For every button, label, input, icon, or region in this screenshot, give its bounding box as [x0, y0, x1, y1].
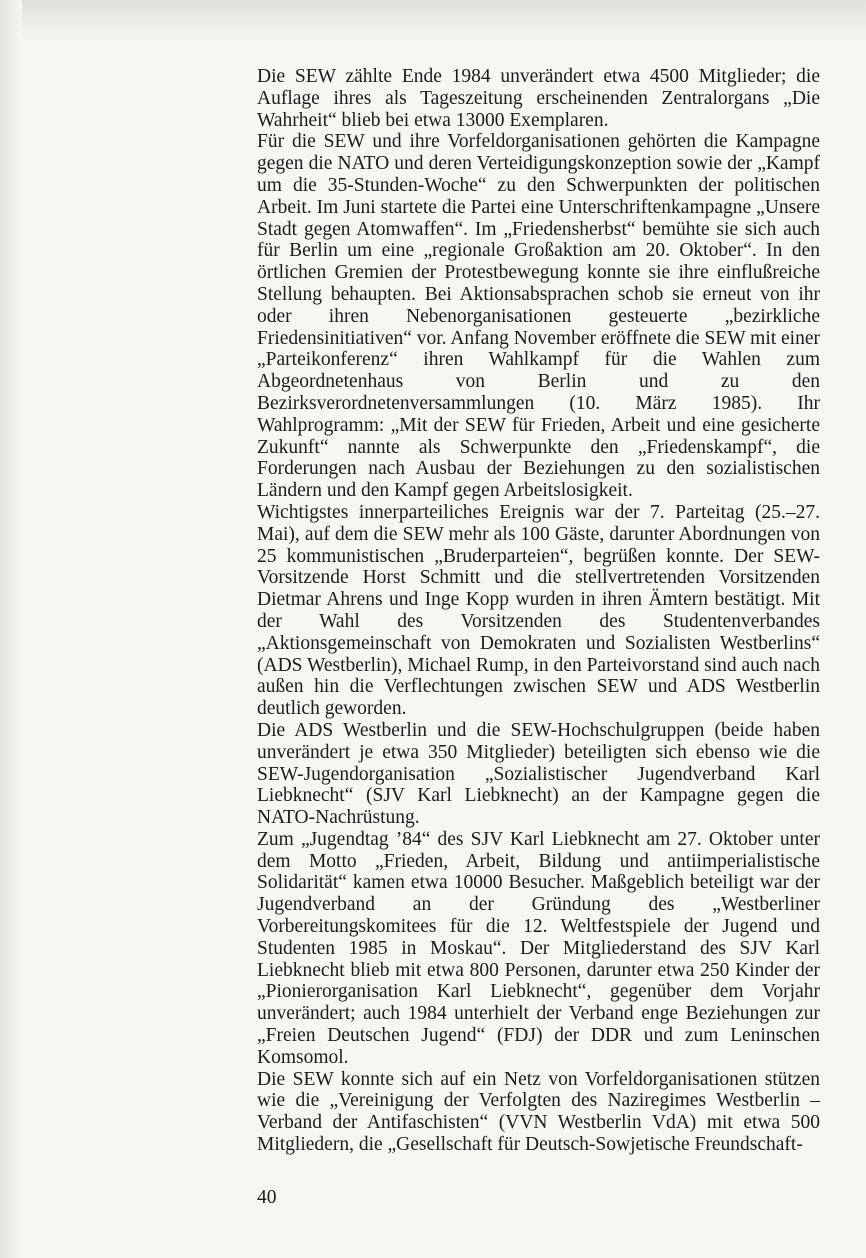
paragraph-sew-membership: Die SEW zählte Ende 1984 unverändert etwa 4500 Mitglieder; die Auflage ihres als Tageszeitung erscheinenden Zentralorgans „Die Wahrheit“ blieb bei etwa 13000 Exemplaren. [257, 66, 820, 131]
scan-shadow-top [0, 0, 866, 42]
paragraph-campaigns: Für die SEW und ihre Vorfeldorganisationen gehörten die Kampagne gegen die NATO und deren Verteidigungskonzeption sowie der „Kampf um die 35-Stunden-Woche“ zu den Schwerpunkten der politischen Arbeit. Im Juni startete die Partei eine Unterschriftenkampagne „Unsere Stadt gegen Atomwaffen“. Im „Friedensherbst“ bemühte sie sich auch für Berlin um eine „regionale Großaktion am 20. Oktober“. In den örtlichen Gremien der Protestbewegung konnte sie ihre einflußreiche Stellung behaupten. Bei Aktionsabsprachen schob sie erneut von ihr oder ihren Nebenorganisationen gesteuerte „bezirkliche Friedensinitiativen“ vor. Anfang November eröffnete die SEW mit einer „Parteikonferenz“ ihren Wahlkampf für die Wahlen zum Abgeordnetenhaus von Berlin und zu den Bezirksverordnetenversammlungen (10. März 1985). Ihr Wahlprogramm: „Mit der SEW für Frieden, Arbeit und eine gesicherte Zukunft“ nannte als Schwerpunkte den „Friedenskampf“, die Forderungen nach Ausbau der Beziehungen zu den sozialistischen Ländern und den Kampf gegen Arbeitslosigkeit. [257, 131, 820, 502]
page-number: 40 [257, 1187, 277, 1208]
scan-shadow-left [0, 0, 22, 1258]
page-body [257, 66, 820, 1156]
paragraph-youth-day: Zum „Jugendtag ’84“ des SJV Karl Liebknecht am 27. Oktober unter dem Motto „Frieden, Arbeit, Bildung und antiimperialistische Solidarität“ kamen etwa 10000 Besucher. Maßgeblich beteiligt war der Jugendverband an der Gründung des „Westberliner Vorbereitungskomitees für die 12. Weltfestspiele der Jugend und Studenten 1985 in Moskau“. Der Mitgliederstand des SJV Karl Liebknecht blieb mit etwa 800 Personen, darunter etwa 250 Kinder der „Pionierorganisation Karl Liebknecht“, gegenüber dem Vorjahr unverändert; auch 1984 unterhielt der Verband enge Beziehungen zur „Freien Deutschen Jugend“ (FDJ) der DDR und zum Leninschen Komsomol. [257, 828, 820, 1068]
paragraph-front-organisations: Die SEW konnte sich auf ein Netz von Vorfeldorganisationen stützen wie die „Vereinigung der Verfolgten des Naziregimes Westberlin – Verband der Antifaschisten“ (VVN Westberlin VdA) mit etwa 500 Mitgliedern, die „Gesellschaft für Deutsch-Sowjetische Freundschaft- [257, 1068, 820, 1156]
paragraph-party-congress: Wichtigstes innerparteiliches Ereignis war der 7. Parteitag (25.–27. Mai), auf dem die SEW mehr als 100 Gäste, darunter Abordnungen von 25 kommunistischen „Bruderparteien“, begrüßen konnte. Der SEW-Vorsitzende Horst Schmitt und die stellvertretenden Vorsitzenden Dietmar Ahrens und Inge Kopp wurden in ihren Ämtern bestätigt. Mit der Wahl des Vorsitzenden des Studentenverbandes „Aktionsgemeinschaft von Demokraten und Sozialisten Westberlins“ (ADS Westberlin), Michael Rump, in den Parteivorstand sind auch nach außen hin die Verflechtungen zwischen SEW und ADS Westberlin deutlich geworden. [257, 501, 820, 720]
paragraph-student-groups: Die ADS Westberlin und die SEW-Hochschulgruppen (beide haben unverändert je etwa 350 Mitglieder) beteiligten sich ebenso wie die SEW-Jugendorganisation „Sozialistischer Jugendverband Karl Liebknecht“ (SJV Karl Liebknecht) an der Kampagne gegen die NATO-Nachrüstung. [257, 719, 820, 829]
